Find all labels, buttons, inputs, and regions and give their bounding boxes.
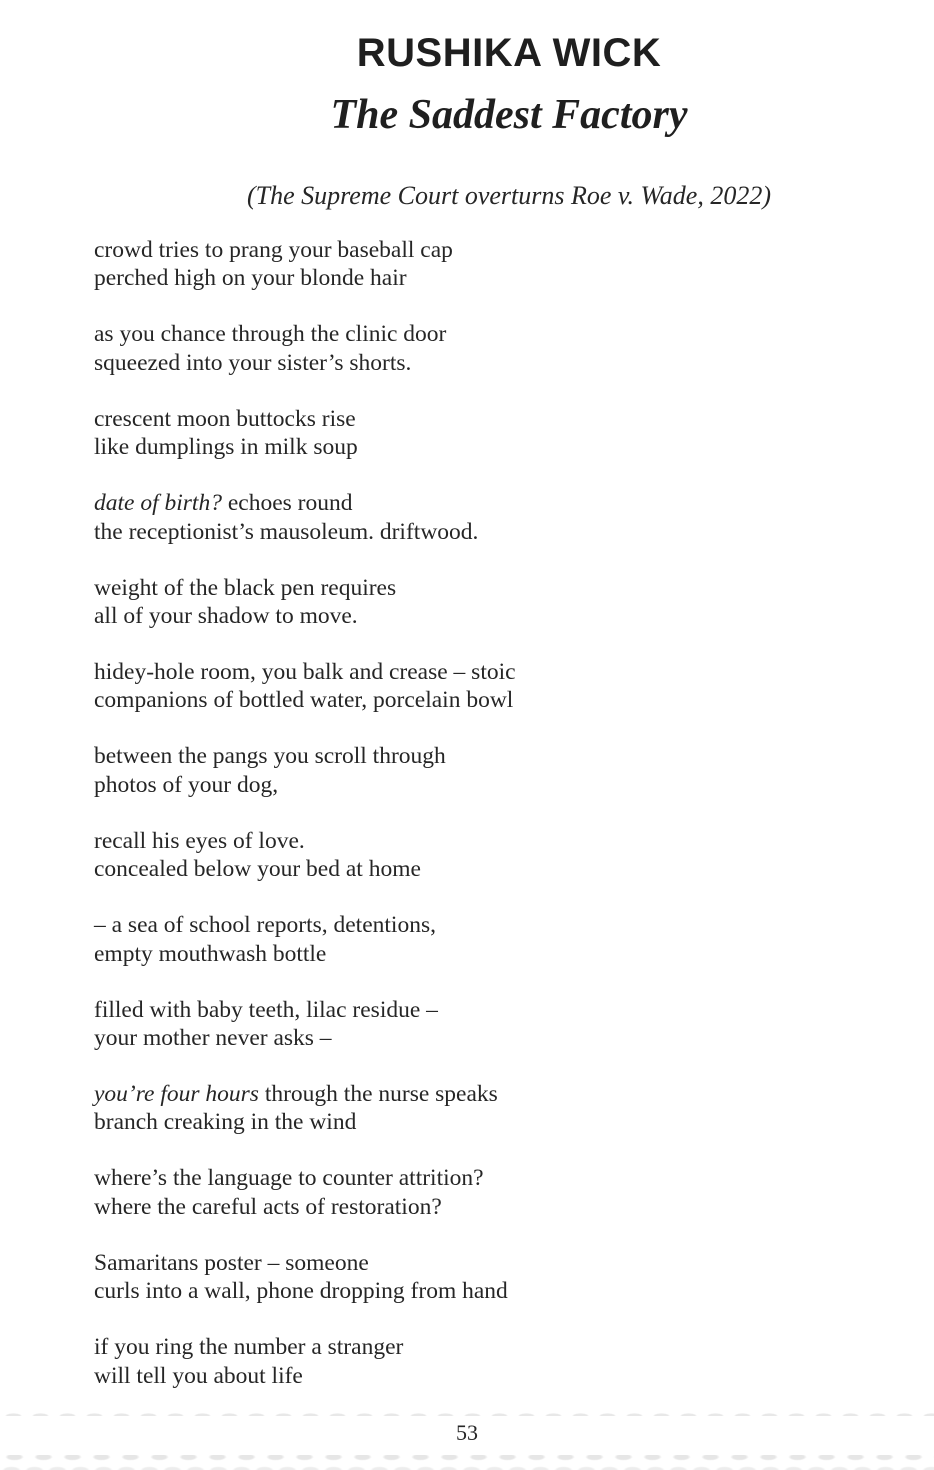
stanza — [94, 320, 924, 377]
poem-line-segment: empty mouthwash bottle — [94, 940, 327, 967]
poem-title: The Saddest Factory — [330, 92, 688, 138]
poem-line-segment: crowd tries to prang your baseball cap — [94, 237, 453, 263]
poem-line-segment: perched high on your blonde hair — [94, 265, 407, 292]
stanza — [94, 1333, 924, 1390]
poem-line-segment: branch creaking in the wind — [94, 1109, 357, 1136]
page-number: 53 — [456, 1420, 478, 1445]
stanza — [94, 1249, 924, 1306]
stanza — [94, 489, 924, 546]
stanza — [94, 1164, 924, 1221]
poem-line-segment: will tell you about life — [94, 1362, 303, 1389]
poem-line-segment: all of your shadow to move. — [94, 603, 358, 630]
stanza — [94, 1080, 924, 1137]
poem-epigraph: (The Supreme Court overturns Roe v. Wade, 2022) — [246, 181, 771, 210]
poem-line-segment: your mother never asks – — [94, 1025, 332, 1052]
poem-line-segment: recall his eyes of love. — [94, 827, 305, 854]
poem-line-segment: where’s the language to counter attrition? — [94, 1165, 484, 1192]
poem-line-segment: echoes round — [221, 490, 353, 517]
poem-line-segment-italic: you’re four hours — [94, 1081, 259, 1108]
poem-line-segment: through the nurse speaks — [258, 1081, 498, 1108]
stanza — [94, 658, 924, 715]
poem-line-segment: between the pangs you scroll through — [94, 743, 446, 770]
poem-line-segment: like dumplings in milk soup — [94, 434, 358, 461]
page-edge-texture-lower — [0, 1455, 934, 1470]
poem-line-segment-italic: date of birth? — [94, 490, 222, 517]
poem-line-segment: hidey-hole room, you balk and crease – stoic — [94, 659, 516, 686]
poem-line-segment: filled with baby teeth, lilac residue – — [94, 996, 438, 1023]
poem-line-segment: companions of bottled water, porcelain bowl — [94, 687, 514, 714]
poem-line-segment: crescent moon buttocks rise — [94, 405, 356, 432]
poem-line-segment: concealed below your bed at home — [94, 856, 421, 883]
stanza — [94, 574, 924, 631]
author-name: RUSHIKA WICK — [356, 31, 662, 75]
stanza — [94, 996, 924, 1053]
stanza — [94, 911, 924, 968]
poem-body — [94, 236, 924, 1418]
poem-line-segment: as you chance through the clinic door — [94, 321, 447, 348]
stanza — [94, 236, 924, 293]
poem-line-segment: the receptionist’s mausoleum. driftwood. — [94, 518, 479, 545]
poem-line-segment: curls into a wall, phone dropping from hand — [94, 1278, 508, 1305]
poem-line-segment: Samaritans poster – someone — [94, 1249, 369, 1276]
poem-line-segment: where the careful acts of restoration? — [94, 1193, 442, 1220]
poem-line-segment: squeezed into your sister’s shorts. — [94, 349, 412, 376]
poem-line-segment: weight of the black pen requires — [94, 574, 397, 601]
poem-line-segment: if you ring the number a stranger — [94, 1334, 404, 1361]
stanza — [94, 742, 924, 799]
poem-line-segment: photos of your dog, — [94, 771, 279, 798]
stanza — [94, 827, 924, 884]
stanza — [94, 405, 924, 462]
poem-line-segment: – a sea of school reports, detentions, — [94, 912, 436, 939]
